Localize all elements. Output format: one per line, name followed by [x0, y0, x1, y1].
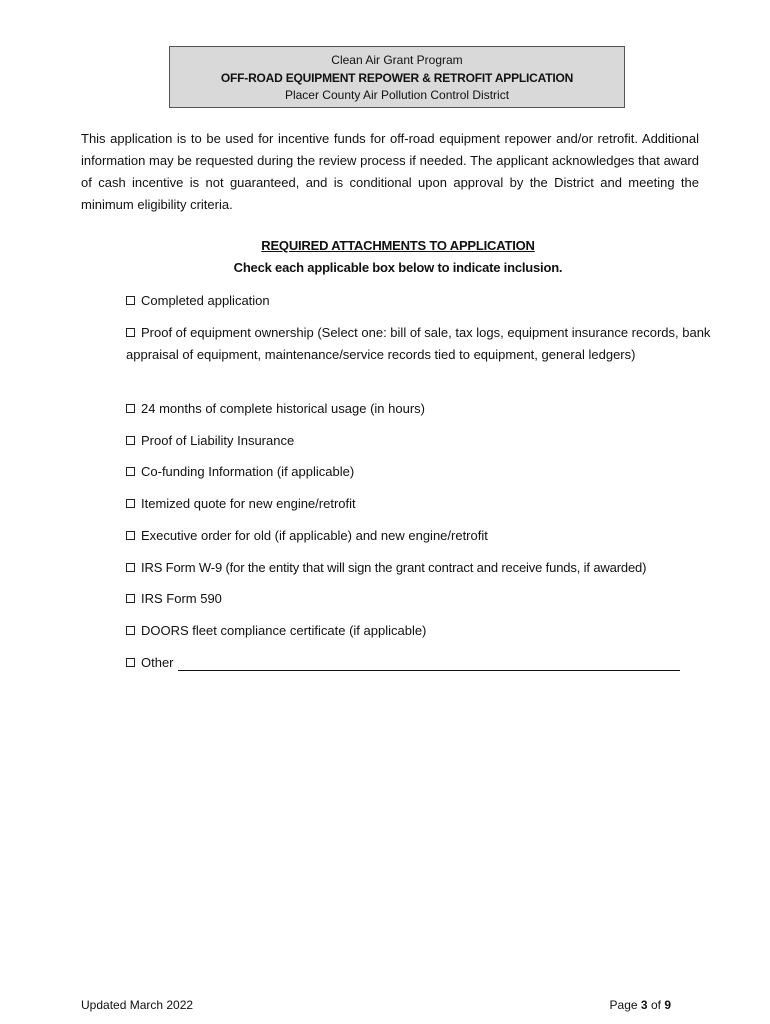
checkbox[interactable]: [126, 296, 135, 305]
checklist-item-doors-certificate: DOORS fleet compliance certificate (if applicable): [126, 620, 716, 642]
checklist-item-liability-insurance: Proof of Liability Insurance: [126, 430, 716, 452]
checkbox[interactable]: [126, 404, 135, 413]
checkbox[interactable]: [126, 328, 135, 337]
checkbox[interactable]: [126, 436, 135, 445]
checklist-item-historical-usage: 24 months of complete historical usage (in hours): [126, 398, 716, 420]
checkbox[interactable]: [126, 563, 135, 572]
checklist-item-irs-w9: IRS Form W-9 (for the entity that will sign the grant contract and receive funds, if awarded): [126, 557, 726, 579]
program-header: [169, 46, 625, 108]
other-input-line[interactable]: [178, 654, 680, 671]
checkbox[interactable]: [126, 531, 135, 540]
checklist-item-proof-of-ownership: Proof of equipment ownership (Select one: bill of sale, tax logs, equipment insurance records, bank appraisal of equipment, maintenance/service records tied to equipment, general ledgers): [126, 325, 711, 362]
checklist-item-completed-application: Completed application: [126, 290, 716, 312]
intro-paragraph: This application is to be used for incentive funds for off-road equipment repower and/or retrofit. Additional information may be requested during the review process if needed. The applicant acknowledges that award of cash incentive is not guaranteed, and is conditional upon approval by the District and meeting the minimum eligibility criteria.: [81, 131, 699, 212]
checklist-item-co-funding: Co-funding Information (if applicable): [126, 461, 716, 483]
checkbox[interactable]: [126, 626, 135, 635]
attachments-title: REQUIRED ATTACHMENTS TO APPLICATION: [261, 238, 535, 253]
checklist-item-irs-590: IRS Form 590: [126, 588, 716, 610]
page-number: Page 3 of 9: [609, 998, 671, 1012]
checkbox[interactable]: [126, 594, 135, 603]
checklist-item-itemized-quote: Itemized quote for new engine/retrofit: [126, 493, 716, 515]
checkbox[interactable]: [126, 499, 135, 508]
district-name: Placer County Air Pollution Control District: [284, 88, 510, 102]
checklist-item-executive-order: Executive order for old (if applicable) and new engine/retrofit: [126, 525, 716, 547]
footer-updated: Updated March 2022: [81, 998, 194, 1012]
program-name: Clean Air Grant Program: [331, 53, 463, 67]
checkbox[interactable]: [126, 467, 135, 476]
application-title: OFF-ROAD EQUIPMENT REPOWER & RETROFIT APPLICATION: [220, 70, 574, 85]
checklist-item-other: Other: [126, 652, 716, 674]
checkbox[interactable]: [126, 658, 135, 667]
attachments-subtitle: Check each applicable box below to indicate inclusion.: [233, 260, 563, 275]
